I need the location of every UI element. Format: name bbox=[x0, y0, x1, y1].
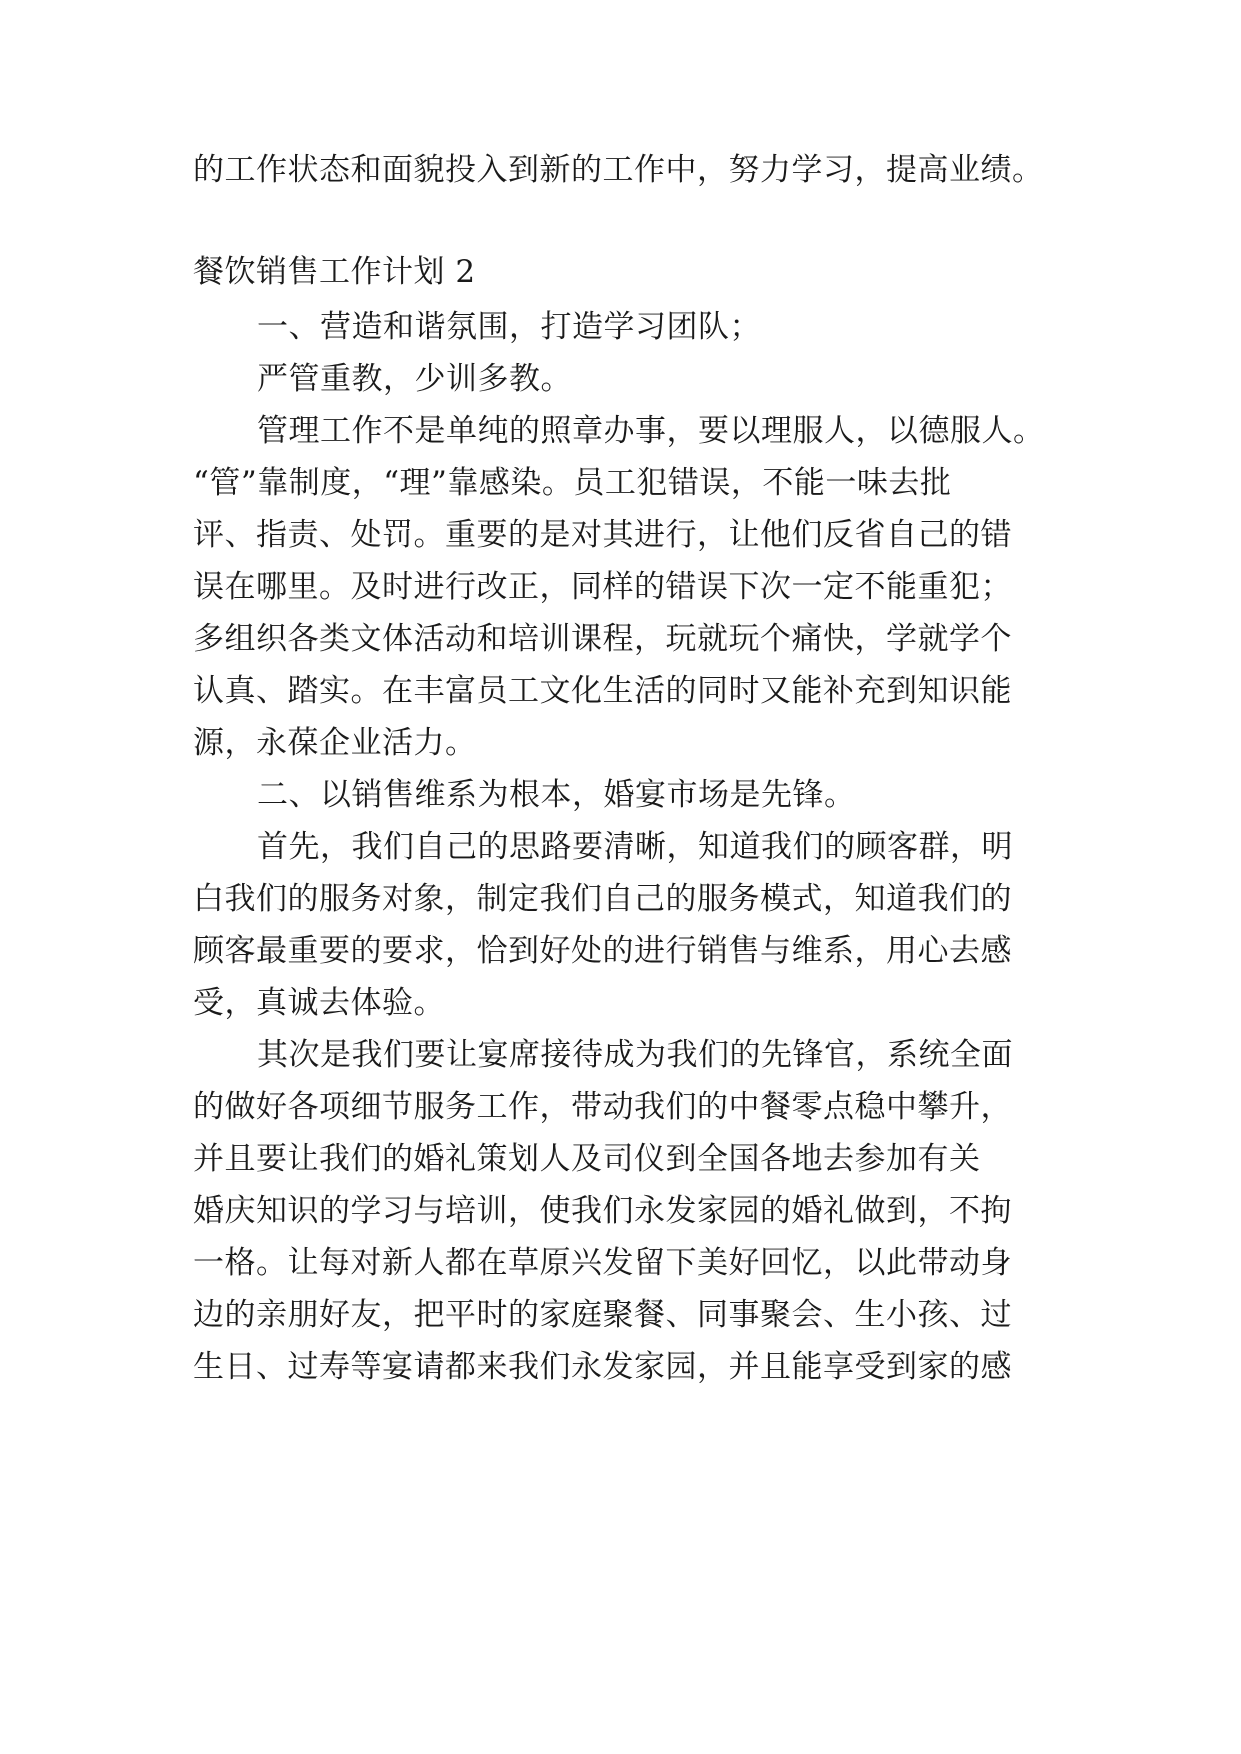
paragraph-line: 生日、过寿等宴请都来我们永发家园，并且能享受到家的感 bbox=[193, 1349, 1012, 1385]
paragraph-line: 评、指责、处罚。重要的是对其进行，让他们反省自己的错 bbox=[193, 517, 1012, 553]
paragraph-line: 白我们的服务对象，制定我们自己的服务模式，知道我们的 bbox=[193, 881, 1012, 917]
paragraph-line: 严管重教，少训多教。 bbox=[257, 361, 572, 397]
paragraph-line: 误在哪里。及时进行改正，同样的错误下次一定不能重犯； bbox=[193, 569, 1012, 605]
paragraph-line: 其次是我们要让宴席接待成为我们的先锋官，系统全面 bbox=[257, 1037, 1013, 1073]
paragraph-line: 管理工作不是单纯的照章办事，要以理服人，以德服人。 bbox=[257, 413, 1045, 449]
section-heading: 餐饮销售工作计划 2 bbox=[193, 254, 476, 290]
paragraph-line: 顾客最重要的要求，恰到好处的进行销售与维系，用心去感 bbox=[193, 933, 1012, 969]
paragraph-line: 首先，我们自己的思路要清晰，知道我们的顾客群，明 bbox=[257, 829, 1013, 865]
paragraph-line: 源，永葆企业活力。 bbox=[193, 725, 477, 761]
paragraph-line: 二、以销售维系为根本，婚宴市场是先锋。 bbox=[257, 777, 856, 813]
paragraph-line: 一、营造和谐氛围，打造学习团队； bbox=[257, 309, 761, 345]
paragraph-line: 受，真诚去体验。 bbox=[193, 985, 445, 1021]
paragraph-line: 的工作状态和面貌投入到新的工作中，努力学习，提高业绩。 bbox=[193, 152, 1044, 188]
paragraph-line: 一格。让每对新人都在草原兴发留下美好回忆，以此带动身 bbox=[193, 1245, 1012, 1281]
paragraph-line: 并且要让我们的婚礼策划人及司仪到全国各地去参加有关 bbox=[193, 1141, 981, 1177]
paragraph-line: 认真、踏实。在丰富员工文化生活的同时又能补充到知识能 bbox=[193, 673, 1012, 709]
paragraph-line: “管”靠制度，“理”靠感染。员工犯错误，不能一味去批 bbox=[193, 465, 952, 501]
paragraph-line: 边的亲朋好友，把平时的家庭聚餐、同事聚会、生小孩、过 bbox=[193, 1297, 1012, 1333]
paragraph-line: 的做好各项细节服务工作，带动我们的中餐零点稳中攀升， bbox=[193, 1089, 1012, 1125]
paragraph-line: 多组织各类文体活动和培训课程，玩就玩个痛快，学就学个 bbox=[193, 621, 1012, 657]
paragraph-line: 婚庆知识的学习与培训，使我们永发家园的婚礼做到，不拘 bbox=[193, 1193, 1012, 1229]
